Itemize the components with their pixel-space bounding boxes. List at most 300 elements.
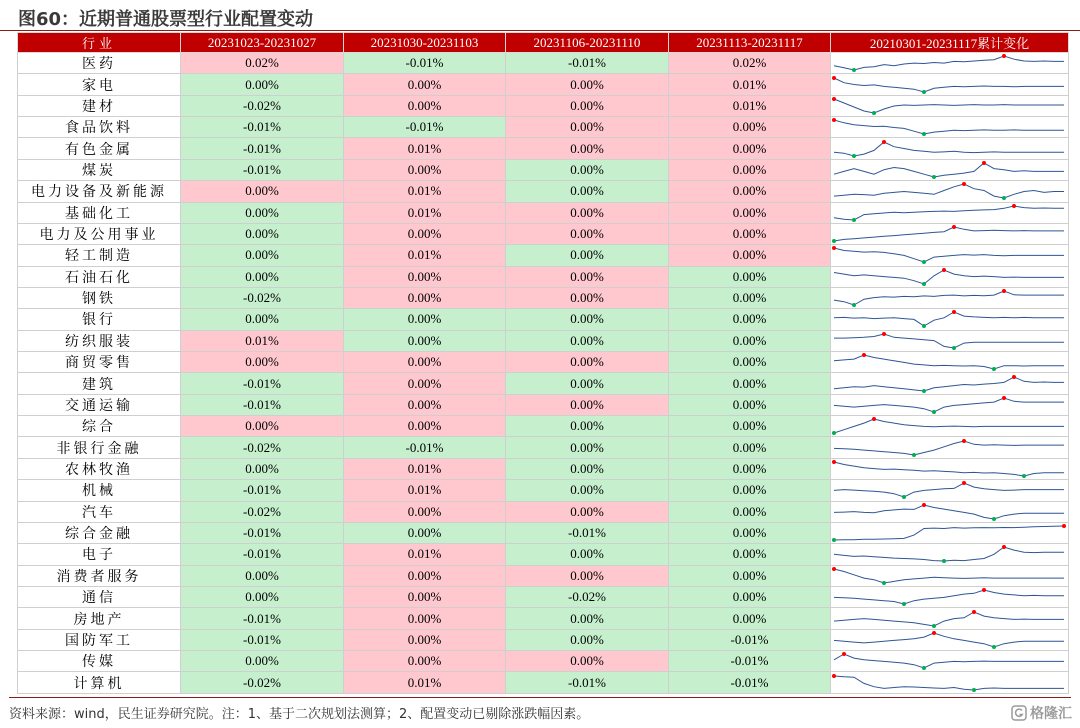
sparkline-chart [832, 673, 1068, 693]
change-cell-week-4: 0.00% [669, 138, 831, 159]
change-cell-week-3: 0.00% [506, 223, 669, 244]
change-cell-week-1: 0.00% [181, 266, 344, 287]
change-cell-week-3: -0.01% [506, 672, 669, 693]
change-cell-week-1: -0.02% [181, 287, 344, 308]
sparkline-min-marker [832, 431, 836, 435]
sparkline-chart [832, 75, 1068, 95]
industry-name-cell: 电子 [18, 544, 181, 565]
cumulative-sparkline-cell [831, 245, 1069, 266]
sparkline-chart [832, 267, 1068, 287]
change-cell-week-2: 0.00% [344, 629, 506, 650]
sparkline-max-marker [882, 140, 886, 144]
sparkline-series-line [834, 248, 1064, 262]
cumulative-sparkline-cell [831, 202, 1069, 223]
change-cell-week-2: 0.00% [344, 373, 506, 394]
change-cell-week-1: -0.01% [181, 544, 344, 565]
industry-name-cell: 传媒 [18, 651, 181, 672]
source-note: 资料来源：wind，民生证券研究院。注：1、基于二次规划法测算；2、配置变动已剔除涨跌幅因素。 [9, 707, 590, 722]
table-row [18, 394, 1069, 415]
sparkline-max-marker [932, 631, 936, 635]
change-cell-week-4: 0.00% [669, 117, 831, 138]
change-cell-week-2: 0.00% [344, 586, 506, 607]
change-cell-week-1: 0.00% [181, 352, 344, 373]
sparkline-series-line [834, 505, 1064, 519]
sparkline-min-marker [922, 132, 926, 136]
cumulative-sparkline-cell [831, 394, 1069, 415]
sparkline-chart [832, 288, 1068, 308]
change-cell-week-4: 0.00% [669, 287, 831, 308]
change-cell-week-4: 0.00% [669, 586, 831, 607]
industry-name-cell: 家电 [18, 74, 181, 95]
sparkline-min-marker [832, 538, 836, 542]
sparkline-max-marker [882, 332, 886, 336]
change-cell-week-4: 0.02% [669, 53, 831, 74]
sparkline-series-line [834, 78, 1064, 92]
change-cell-week-1: -0.02% [181, 672, 344, 693]
sparkline-series-line [834, 526, 1064, 540]
change-cell-week-1: 0.00% [181, 181, 344, 202]
industry-name-cell: 石油石化 [18, 266, 181, 287]
sparkline-min-marker [852, 68, 856, 72]
sparkline-series-line [834, 334, 1064, 348]
sparkline-min-marker [922, 282, 926, 286]
cumulative-sparkline-cell [831, 480, 1069, 501]
industry-name-cell: 建筑 [18, 373, 181, 394]
watermark [1011, 703, 1072, 723]
table-row [18, 373, 1069, 394]
industry-name-cell: 消费者服务 [18, 565, 181, 586]
change-cell-week-1: -0.01% [181, 480, 344, 501]
change-cell-week-3: 0.00% [506, 480, 669, 501]
change-cell-week-3: 0.00% [506, 416, 669, 437]
sparkline-min-marker [882, 581, 886, 585]
table-header-row [18, 33, 1069, 53]
table-row [18, 651, 1069, 672]
industry-name-cell: 国防军工 [18, 629, 181, 650]
table-row [18, 245, 1069, 266]
table-row [18, 74, 1069, 95]
change-cell-week-2: 0.00% [344, 501, 506, 522]
sparkline-max-marker [832, 118, 836, 122]
sparkline-max-marker [1002, 396, 1006, 400]
cumulative-sparkline-cell [831, 309, 1069, 330]
change-cell-week-2: 0.01% [344, 245, 506, 266]
change-cell-week-2: 0.00% [344, 608, 506, 629]
industry-name-cell: 基础化工 [18, 202, 181, 223]
change-cell-week-3: 0.00% [506, 501, 669, 522]
change-cell-week-4: 0.00% [669, 458, 831, 479]
footer-divider [9, 697, 1071, 698]
change-cell-week-4: 0.00% [669, 330, 831, 351]
change-cell-week-2: 0.01% [344, 672, 506, 693]
sparkline-min-marker [972, 688, 976, 692]
change-cell-week-4: 0.00% [669, 245, 831, 266]
cumulative-sparkline-cell [831, 672, 1069, 693]
change-cell-week-1: -0.02% [181, 437, 344, 458]
change-cell-week-2: 0.00% [344, 74, 506, 95]
sparkline-series-line [834, 184, 1064, 198]
sparkline-max-marker [962, 481, 966, 485]
change-cell-week-4: 0.00% [669, 608, 831, 629]
cumulative-sparkline-cell [831, 651, 1069, 672]
sparkline-chart [832, 181, 1068, 201]
sparkline-chart [832, 566, 1068, 586]
table-row [18, 223, 1069, 244]
sparkline-series-line [834, 99, 1064, 113]
sparkline-series-line [834, 163, 1064, 177]
cumulative-sparkline-cell [831, 95, 1069, 116]
cumulative-sparkline-cell [831, 501, 1069, 522]
gelonghui-logo-icon [1011, 705, 1027, 721]
sparkline-max-marker [1012, 375, 1016, 379]
change-cell-week-2: 0.00% [344, 416, 506, 437]
change-cell-week-1: -0.01% [181, 138, 344, 159]
sparkline-chart [832, 331, 1068, 351]
change-cell-week-3: 0.00% [506, 74, 669, 95]
header-week-2: 20231030-20231103 [344, 33, 506, 53]
sparkline-series-line [834, 142, 1064, 156]
sparkline-series-line [834, 547, 1064, 561]
change-cell-week-1: 0.00% [181, 416, 344, 437]
table-row [18, 480, 1069, 501]
change-cell-week-4: 0.00% [669, 352, 831, 373]
change-cell-week-2: -0.01% [344, 53, 506, 74]
sparkline-chart [832, 438, 1068, 458]
change-cell-week-4: 0.00% [669, 480, 831, 501]
industry-name-cell: 交通运输 [18, 394, 181, 415]
change-cell-week-1: -0.01% [181, 159, 344, 180]
cumulative-sparkline-cell [831, 117, 1069, 138]
sparkline-series-line [834, 291, 1064, 305]
change-cell-week-3: 0.00% [506, 138, 669, 159]
cumulative-sparkline-cell [831, 181, 1069, 202]
change-cell-week-4: 0.00% [669, 437, 831, 458]
sparkline-chart [832, 224, 1068, 244]
change-cell-week-4: 0.00% [669, 416, 831, 437]
sparkline-series-line [834, 227, 1064, 241]
industry-name-cell: 计算机 [18, 672, 181, 693]
change-cell-week-3: 0.00% [506, 266, 669, 287]
change-cell-week-4: 0.00% [669, 522, 831, 543]
industry-name-cell: 纺织服装 [18, 330, 181, 351]
sparkline-chart [832, 117, 1068, 137]
cumulative-sparkline-cell [831, 437, 1069, 458]
change-cell-week-3: 0.00% [506, 544, 669, 565]
change-cell-week-3: 0.00% [506, 287, 669, 308]
sparkline-max-marker [1062, 524, 1066, 528]
cumulative-sparkline-cell [831, 373, 1069, 394]
sparkline-chart [832, 630, 1068, 650]
change-cell-week-2: 0.00% [344, 223, 506, 244]
change-cell-week-4: 0.00% [669, 309, 831, 330]
table-row [18, 522, 1069, 543]
change-cell-week-2: -0.01% [344, 437, 506, 458]
sparkline-max-marker [962, 439, 966, 443]
sparkline-series-line [834, 398, 1064, 412]
cumulative-sparkline-cell [831, 522, 1069, 543]
cumulative-sparkline-cell [831, 330, 1069, 351]
change-cell-week-1: 0.00% [181, 202, 344, 223]
cumulative-sparkline-cell [831, 266, 1069, 287]
industry-allocation-table [17, 32, 1069, 694]
change-cell-week-3: 0.00% [506, 95, 669, 116]
sparkline-series-line [834, 676, 1064, 690]
header-cumulative-change: 20210301-20231117累计变化 [831, 33, 1069, 53]
change-cell-week-3: -0.01% [506, 522, 669, 543]
sparkline-min-marker [992, 645, 996, 649]
change-cell-week-3: 0.00% [506, 629, 669, 650]
change-cell-week-2: 0.01% [344, 138, 506, 159]
sparkline-max-marker [1002, 289, 1006, 293]
sparkline-chart [832, 395, 1068, 415]
cumulative-sparkline-cell [831, 287, 1069, 308]
sparkline-max-marker [832, 97, 836, 101]
change-cell-week-1: -0.02% [181, 95, 344, 116]
cumulative-sparkline-cell [831, 608, 1069, 629]
change-cell-week-3: 0.00% [506, 202, 669, 223]
change-cell-week-2: 0.01% [344, 544, 506, 565]
sparkline-max-marker [1002, 545, 1006, 549]
sparkline-series-line [834, 312, 1064, 326]
sparkline-chart [832, 245, 1068, 265]
change-cell-week-3: 0.00% [506, 245, 669, 266]
change-cell-week-1: 0.00% [181, 651, 344, 672]
industry-name-cell: 非银行金融 [18, 437, 181, 458]
table-row [18, 159, 1069, 180]
sparkline-min-marker [932, 410, 936, 414]
change-cell-week-3: 0.00% [506, 181, 669, 202]
industry-name-cell: 电力及公用事业 [18, 223, 181, 244]
sparkline-series-line [834, 569, 1064, 583]
table-row [18, 544, 1069, 565]
change-cell-week-4: -0.01% [669, 672, 831, 693]
change-cell-week-1: -0.01% [181, 117, 344, 138]
sparkline-series-line [834, 590, 1064, 604]
table-row [18, 287, 1069, 308]
change-cell-week-1: 0.00% [181, 309, 344, 330]
sparkline-series-line [834, 270, 1064, 284]
sparkline-series-line [834, 377, 1064, 391]
sparkline-min-marker [992, 517, 996, 521]
sparkline-series-line [834, 462, 1064, 476]
industry-name-cell: 机械 [18, 480, 181, 501]
sparkline-chart [832, 544, 1068, 564]
change-cell-week-2: 0.00% [344, 309, 506, 330]
sparkline-series-line [834, 355, 1064, 369]
sparkline-max-marker [962, 182, 966, 186]
sparkline-chart [832, 96, 1068, 116]
table-row [18, 565, 1069, 586]
change-cell-week-1: 0.00% [181, 223, 344, 244]
table-row [18, 117, 1069, 138]
sparkline-min-marker [932, 624, 936, 628]
table-row [18, 501, 1069, 522]
cumulative-sparkline-cell [831, 138, 1069, 159]
table-row [18, 138, 1069, 159]
cumulative-sparkline-cell [831, 416, 1069, 437]
change-cell-week-3: 0.00% [506, 352, 669, 373]
sparkline-min-marker [922, 90, 926, 94]
table-row [18, 629, 1069, 650]
sparkline-series-line [834, 441, 1064, 455]
sparkline-min-marker [922, 389, 926, 393]
table-row [18, 95, 1069, 116]
sparkline-chart [832, 651, 1068, 671]
change-cell-week-1: -0.01% [181, 608, 344, 629]
table-row [18, 586, 1069, 607]
change-cell-week-3: 0.00% [506, 117, 669, 138]
sparkline-min-marker [942, 559, 946, 563]
industry-name-cell: 综合金融 [18, 522, 181, 543]
sparkline-max-marker [832, 460, 836, 464]
sparkline-min-marker [1002, 196, 1006, 200]
change-cell-week-4: 0.01% [669, 74, 831, 95]
change-cell-week-4: 0.00% [669, 266, 831, 287]
change-cell-week-1: 0.01% [181, 330, 344, 351]
change-cell-week-3: -0.01% [506, 53, 669, 74]
change-cell-week-1: -0.01% [181, 629, 344, 650]
change-cell-week-2: 0.01% [344, 480, 506, 501]
sparkline-min-marker [852, 218, 856, 222]
change-cell-week-4: 0.00% [669, 373, 831, 394]
change-cell-week-2: 0.00% [344, 352, 506, 373]
cumulative-sparkline-cell [831, 629, 1069, 650]
change-cell-week-1: 0.00% [181, 565, 344, 586]
change-cell-week-3: 0.00% [506, 651, 669, 672]
change-cell-week-4: 0.01% [669, 95, 831, 116]
change-cell-week-3: 0.00% [506, 565, 669, 586]
header-week-4: 20231113-20231117 [669, 33, 831, 53]
change-cell-week-2: 0.00% [344, 565, 506, 586]
change-cell-week-1: -0.02% [181, 501, 344, 522]
change-cell-week-2: 0.00% [344, 287, 506, 308]
change-cell-week-4: -0.01% [669, 651, 831, 672]
sparkline-min-marker [912, 453, 916, 457]
change-cell-week-2: -0.01% [344, 117, 506, 138]
industry-name-cell: 煤炭 [18, 159, 181, 180]
sparkline-max-marker [982, 161, 986, 165]
sparkline-max-marker [972, 610, 976, 614]
cumulative-sparkline-cell [831, 352, 1069, 373]
sparkline-min-marker [832, 239, 836, 243]
sparkline-max-marker [872, 417, 876, 421]
change-cell-week-3: 0.00% [506, 394, 669, 415]
industry-name-cell: 建材 [18, 95, 181, 116]
sparkline-max-marker [862, 353, 866, 357]
watermark-text: 格隆汇 [1030, 706, 1072, 722]
cumulative-sparkline-cell [831, 159, 1069, 180]
industry-name-cell: 汽车 [18, 501, 181, 522]
industry-name-cell: 农林牧渔 [18, 458, 181, 479]
table-row [18, 458, 1069, 479]
sparkline-chart [832, 502, 1068, 522]
sparkline-max-marker [842, 652, 846, 656]
change-cell-week-1: 0.00% [181, 74, 344, 95]
change-cell-week-4: 0.00% [669, 223, 831, 244]
change-cell-week-4: 0.00% [669, 501, 831, 522]
sparkline-chart [832, 352, 1068, 372]
sparkline-chart [832, 480, 1068, 500]
change-cell-week-2: 0.01% [344, 202, 506, 223]
change-cell-week-4: 0.00% [669, 202, 831, 223]
industry-name-cell: 房地产 [18, 608, 181, 629]
change-cell-week-1: 0.02% [181, 53, 344, 74]
sparkline-max-marker [952, 310, 956, 314]
sparkline-min-marker [952, 346, 956, 350]
industry-name-cell: 综合 [18, 416, 181, 437]
sparkline-chart [832, 459, 1068, 479]
change-cell-week-3: -0.02% [506, 586, 669, 607]
cumulative-sparkline-cell [831, 565, 1069, 586]
change-cell-week-3: 0.00% [506, 373, 669, 394]
change-cell-week-3: 0.00% [506, 330, 669, 351]
sparkline-chart [832, 160, 1068, 180]
industry-name-cell: 食品饮料 [18, 117, 181, 138]
table-row [18, 181, 1069, 202]
cumulative-sparkline-cell [831, 53, 1069, 74]
sparkline-min-marker [852, 303, 856, 307]
industry-name-cell: 钢铁 [18, 287, 181, 308]
change-cell-week-4: 0.00% [669, 565, 831, 586]
table-row [18, 53, 1069, 74]
table-row [18, 672, 1069, 693]
cumulative-sparkline-cell [831, 586, 1069, 607]
sparkline-max-marker [832, 567, 836, 571]
sparkline-max-marker [922, 503, 926, 507]
table-row [18, 330, 1069, 351]
sparkline-series-line [834, 633, 1064, 647]
industry-name-cell: 有色金属 [18, 138, 181, 159]
table-row [18, 309, 1069, 330]
sparkline-min-marker [922, 666, 926, 670]
table-row [18, 416, 1069, 437]
industry-name-cell: 商贸零售 [18, 352, 181, 373]
sparkline-chart [832, 587, 1068, 607]
sparkline-chart [832, 416, 1068, 436]
sparkline-min-marker [902, 495, 906, 499]
change-cell-week-4: 0.00% [669, 394, 831, 415]
change-cell-week-4: -0.01% [669, 629, 831, 650]
sparkline-series-line [834, 56, 1064, 70]
sparkline-max-marker [832, 76, 836, 80]
sparkline-min-marker [922, 324, 926, 328]
header-week-3: 20231106-20231110 [506, 33, 669, 53]
change-cell-week-2: 0.01% [344, 181, 506, 202]
change-cell-week-1: 0.00% [181, 458, 344, 479]
change-cell-week-3: 0.00% [506, 309, 669, 330]
sparkline-min-marker [1022, 474, 1026, 478]
title-divider [0, 30, 1080, 31]
sparkline-min-marker [992, 367, 996, 371]
sparkline-min-marker [872, 111, 876, 115]
change-cell-week-1: -0.01% [181, 394, 344, 415]
cumulative-sparkline-cell [831, 544, 1069, 565]
table-row [18, 266, 1069, 287]
change-cell-week-3: 0.00% [506, 608, 669, 629]
sparkline-series-line [834, 206, 1064, 220]
change-cell-week-4: 0.00% [669, 159, 831, 180]
sparkline-series-line [834, 612, 1064, 626]
sparkline-max-marker [942, 268, 946, 272]
change-cell-week-2: 0.00% [344, 159, 506, 180]
change-cell-week-3: 0.00% [506, 159, 669, 180]
cumulative-sparkline-cell [831, 223, 1069, 244]
change-cell-week-2: 0.00% [344, 95, 506, 116]
sparkline-max-marker [832, 674, 836, 678]
table-row [18, 352, 1069, 373]
cumulative-sparkline-cell [831, 458, 1069, 479]
industry-name-cell: 银行 [18, 309, 181, 330]
